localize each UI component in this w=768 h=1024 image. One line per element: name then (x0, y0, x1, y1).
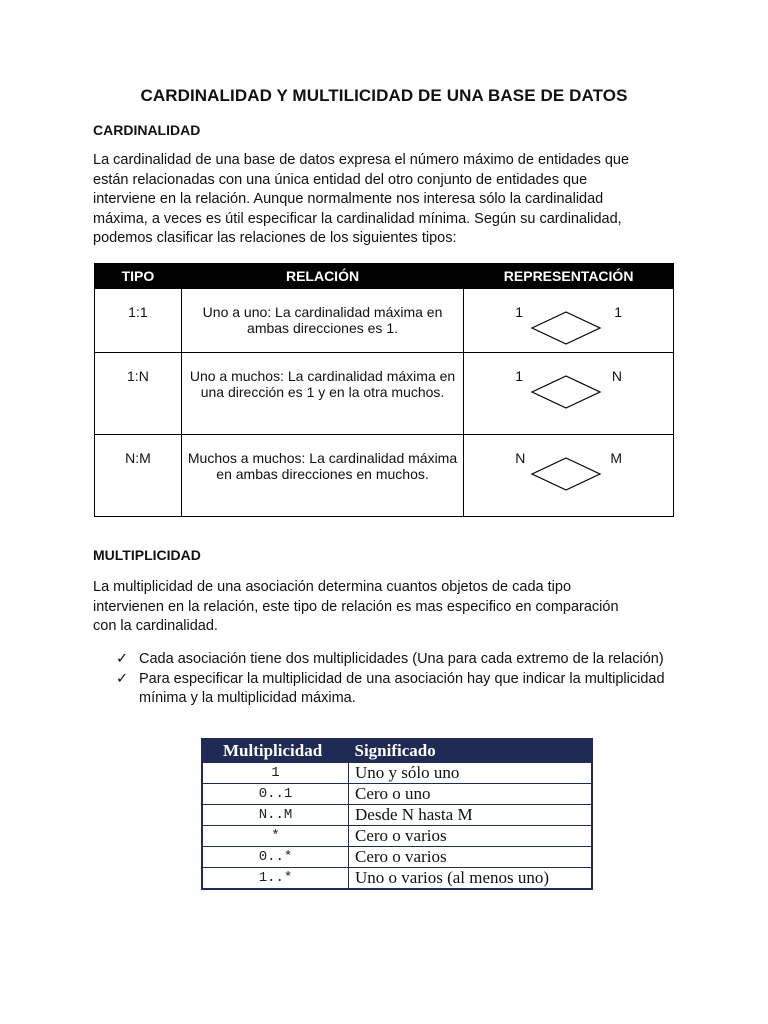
checkmark-icon: ✓ (116, 671, 129, 687)
table-row (95, 435, 674, 517)
relationship-diamond-icon (530, 310, 602, 346)
table-header-row (202, 739, 592, 763)
table-row (202, 847, 592, 868)
multiplicidad-cell: 1..* (202, 868, 349, 890)
section-heading-multiplicidad: MULTIPLICIDAD (93, 547, 201, 563)
table-row (202, 826, 592, 847)
left-cardinality: 1 (515, 368, 524, 384)
table-row (202, 868, 592, 890)
left-cardinality: 1 (515, 304, 524, 320)
significado-cell: Cero o varios (349, 847, 593, 868)
relationship-diamond-icon (530, 456, 602, 492)
list-item-text: Para especificar la multiplicidad de una asociación hay que indicar la multiplicidad mínima y la multiplicidad máxima. (139, 671, 665, 706)
table-row (202, 805, 592, 826)
paragraph-line: interviene en la relación. Aunque normalmente nos interesa sólo la cardinalidad (93, 191, 604, 207)
right-cardinality: M (610, 450, 622, 466)
right-cardinality: 1 (614, 304, 622, 320)
table-row (95, 353, 674, 435)
column-header-relacion: RELACIÓN (181, 264, 463, 289)
relacion-cell: Uno a muchos: La cardinalidad máxima en una dirección es 1 y en la otra muchos. (181, 353, 463, 435)
multiplicidad-paragraph (93, 578, 678, 637)
multiplicidad-cell: 0..* (202, 847, 349, 868)
paragraph-line: La cardinalidad de una base de datos expresa el número máximo de entidades que (93, 152, 630, 168)
multiplicidad-cell: * (202, 826, 349, 847)
relationship-diamond-icon (530, 374, 602, 410)
column-header-representacion: REPRESENTACIÓN (464, 264, 674, 289)
paragraph-line: con la cardinalidad. (93, 618, 218, 634)
tipo-cell: 1:N (95, 353, 182, 435)
table-row (202, 784, 592, 805)
representacion-cell (464, 435, 674, 517)
cardinality-table (94, 263, 674, 517)
paragraph-line: La multiplicidad de una asociación determina cuantos objetos de cada tipo (93, 579, 572, 595)
multiplicidad-cell: 0..1 (202, 784, 349, 805)
significado-cell: Uno y sólo uno (349, 763, 593, 784)
representacion-cell (464, 353, 674, 435)
significado-cell: Cero o varios (349, 826, 593, 847)
checklist (116, 650, 676, 709)
page-title: CARDINALIDAD Y MULTILICIDAD DE UNA BASE DE DATOS (140, 86, 628, 105)
checkmark-icon: ✓ (116, 651, 129, 667)
column-header-tipo: TIPO (95, 264, 182, 289)
tipo-cell: 1:1 (95, 289, 182, 353)
representacion-cell (464, 289, 674, 353)
list-item-text: Cada asociación tiene dos multiplicidades (Una para cada extremo de la relación) (139, 651, 664, 667)
paragraph-line: máxima, a veces es útil especificar la cardinalidad mínima. Según su cardinalidad, (93, 210, 622, 227)
significado-cell: Uno o varios (al menos uno) (349, 868, 593, 890)
relacion-cell: Uno a uno: La cardinalidad máxima en ambas direcciones es 1. (181, 289, 463, 353)
significado-cell: Cero o uno (349, 784, 593, 805)
list-item (116, 650, 676, 669)
table-row (95, 289, 674, 353)
relacion-cell: Muchos a muchos: La cardinalidad máxima en ambas direcciones en muchos. (181, 435, 463, 517)
multiplicity-table (201, 738, 593, 890)
paragraph-line: podemos clasificar las relaciones de los siguientes tipos: (93, 230, 457, 246)
cardinalidad-paragraph (93, 151, 678, 249)
left-cardinality: N (515, 450, 526, 466)
multiplicidad-cell: N..M (202, 805, 349, 826)
multiplicidad-cell: 1 (202, 763, 349, 784)
list-item (116, 670, 676, 708)
table-header-row (95, 264, 674, 289)
paragraph-line: intervienen en la relación, este tipo de relación es mas especifico en comparación (93, 598, 619, 615)
column-header-multiplicidad: Multiplicidad (202, 739, 349, 763)
column-header-significado: Significado (349, 739, 593, 763)
significado-cell: Desde N hasta M (349, 805, 593, 826)
tipo-cell: N:M (95, 435, 182, 517)
right-cardinality: N (611, 368, 622, 384)
paragraph-line: están relacionadas con una única entidad del otro conjunto de entidades que (93, 171, 588, 188)
section-heading-cardinalidad: CARDINALIDAD (93, 122, 201, 138)
table-row (202, 763, 592, 784)
